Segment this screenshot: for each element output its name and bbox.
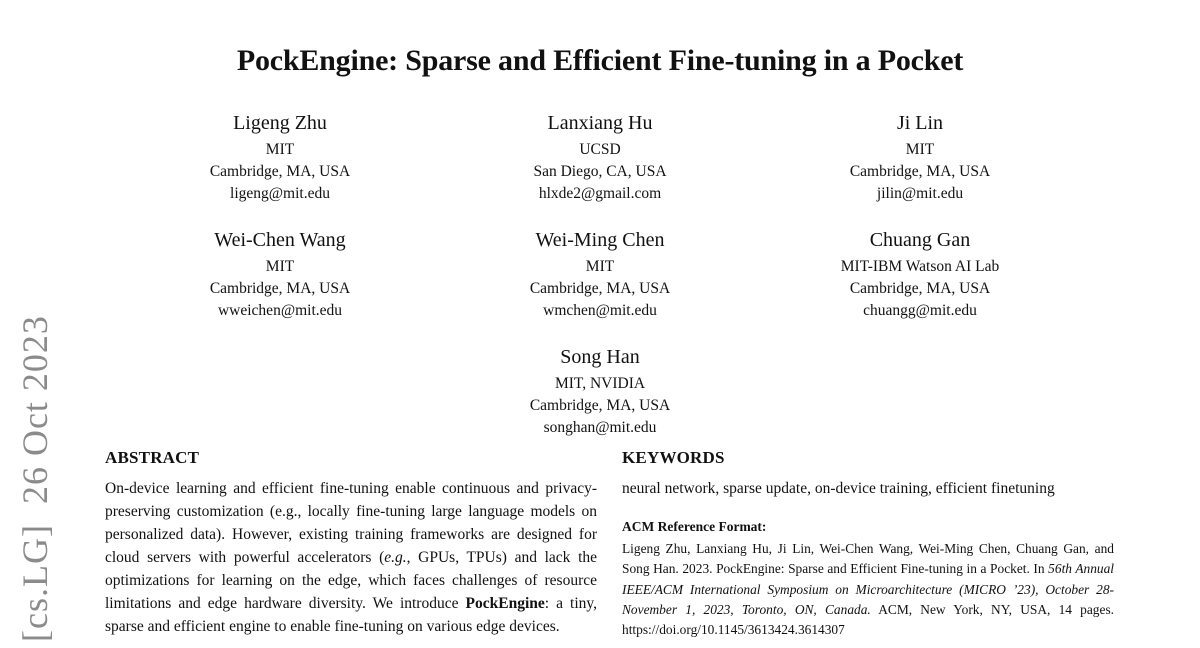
author-name: Wei-Ming Chen [535, 229, 665, 251]
author-block [440, 110, 760, 205]
author-block [760, 227, 1080, 322]
author-block [120, 227, 440, 322]
abstract-section [105, 448, 597, 638]
author-block [440, 227, 760, 322]
authors-grid [120, 110, 1080, 439]
text-segment: , GPUs, TPUs) and lack the optimizations for learning on the edge, which faces challenges of resource limitations and edge hardware diversity. We introduce [105, 549, 597, 612]
author-block [120, 110, 440, 205]
author-name: Lanxiang Hu [547, 112, 653, 134]
author-location: Cambridge, MA, USA [849, 163, 991, 180]
author-email: chuangg@mit.edu [863, 302, 977, 319]
author-affiliation: MIT [265, 258, 295, 275]
author-location: Cambridge, MA, USA [209, 280, 351, 297]
author-affiliation: UCSD [579, 141, 621, 158]
text-segment: e.g. [384, 549, 407, 566]
author-location: Cambridge, MA, USA [209, 163, 351, 180]
author-location: San Diego, CA, USA [533, 163, 667, 180]
doi-link[interactable]: https://doi.org/10.1145/3613424.3614307 [622, 622, 845, 638]
paper-title: PockEngine: Sparse and Efficient Fine-tuning in a Pocket [236, 44, 964, 77]
author-affiliation: MIT [905, 141, 935, 158]
text-segment: Ligeng Zhu, Lanxiang Hu, Ji Lin, Wei-Chen Wang, Wei-Ming Chen, Chuang Gan, and Song Han. 2023. PockEngine: Sparse and Efficient Fine-tuning in a Pocket. In [622, 541, 1114, 577]
text-segment: : a tiny, sparse and efficient engine to enable fine-tuning on various edge devices. [105, 595, 597, 635]
author-name: Ligeng Zhu [233, 112, 327, 134]
author-affiliation: MIT [585, 258, 615, 275]
author-location: Cambridge, MA, USA [529, 280, 671, 297]
author-affiliation: MIT, NVIDIA [554, 375, 646, 392]
author-name: Song Han [560, 346, 640, 368]
author-name: Chuang Gan [869, 229, 971, 251]
abstract-text [105, 477, 597, 638]
right-column [622, 448, 1114, 640]
author-block [760, 110, 1080, 205]
author-block [440, 344, 760, 439]
author-name: Ji Lin [896, 112, 944, 134]
text-segment: On-device learning and efficient fine-tuning enable continuous and privacy-preserving customization (e.g., locally fine-tuning large language models on personalized data). However, existing training frameworks are designed for cloud servers with powerful accelerators ( [105, 480, 597, 566]
author-location: Cambridge, MA, USA [529, 397, 671, 414]
abstract-heading: ABSTRACT [105, 448, 200, 467]
author-email: hlxde2@gmail.com [538, 185, 662, 202]
author-affiliation: MIT [265, 141, 295, 158]
acm-reference-text [622, 539, 1114, 640]
author-affiliation: MIT-IBM Watson AI Lab [840, 258, 1000, 275]
author-email: songhan@mit.edu [543, 419, 657, 436]
author-name: Wei-Chen Wang [214, 229, 346, 251]
text-segment: 56th Annual IEEE/ACM International Symposium on Microarchitecture (MICRO ’23), October 28-November 1, 2023, Toronto, ON, Canada. [622, 561, 1114, 617]
arxiv-watermark: [cs.LG] 26 Oct 2023 [15, 315, 55, 642]
author-email: wweichen@mit.edu [217, 302, 343, 319]
author-email: ligeng@mit.edu [230, 185, 330, 202]
author-email: wmchen@mit.edu [543, 302, 657, 319]
acm-reference [622, 517, 1114, 640]
text-segment: ACM, New York, NY, USA, 14 pages. [870, 601, 1115, 617]
author-location: Cambridge, MA, USA [849, 280, 991, 297]
keywords-text: neural network, sparse update, on-device training, efficient finetuning [622, 480, 1055, 497]
keywords-heading: KEYWORDS [622, 448, 725, 467]
acm-reference-heading: ACM Reference Format: [622, 519, 767, 534]
text-segment: PockEngine [465, 595, 545, 612]
author-email: jilin@mit.edu [876, 185, 964, 202]
